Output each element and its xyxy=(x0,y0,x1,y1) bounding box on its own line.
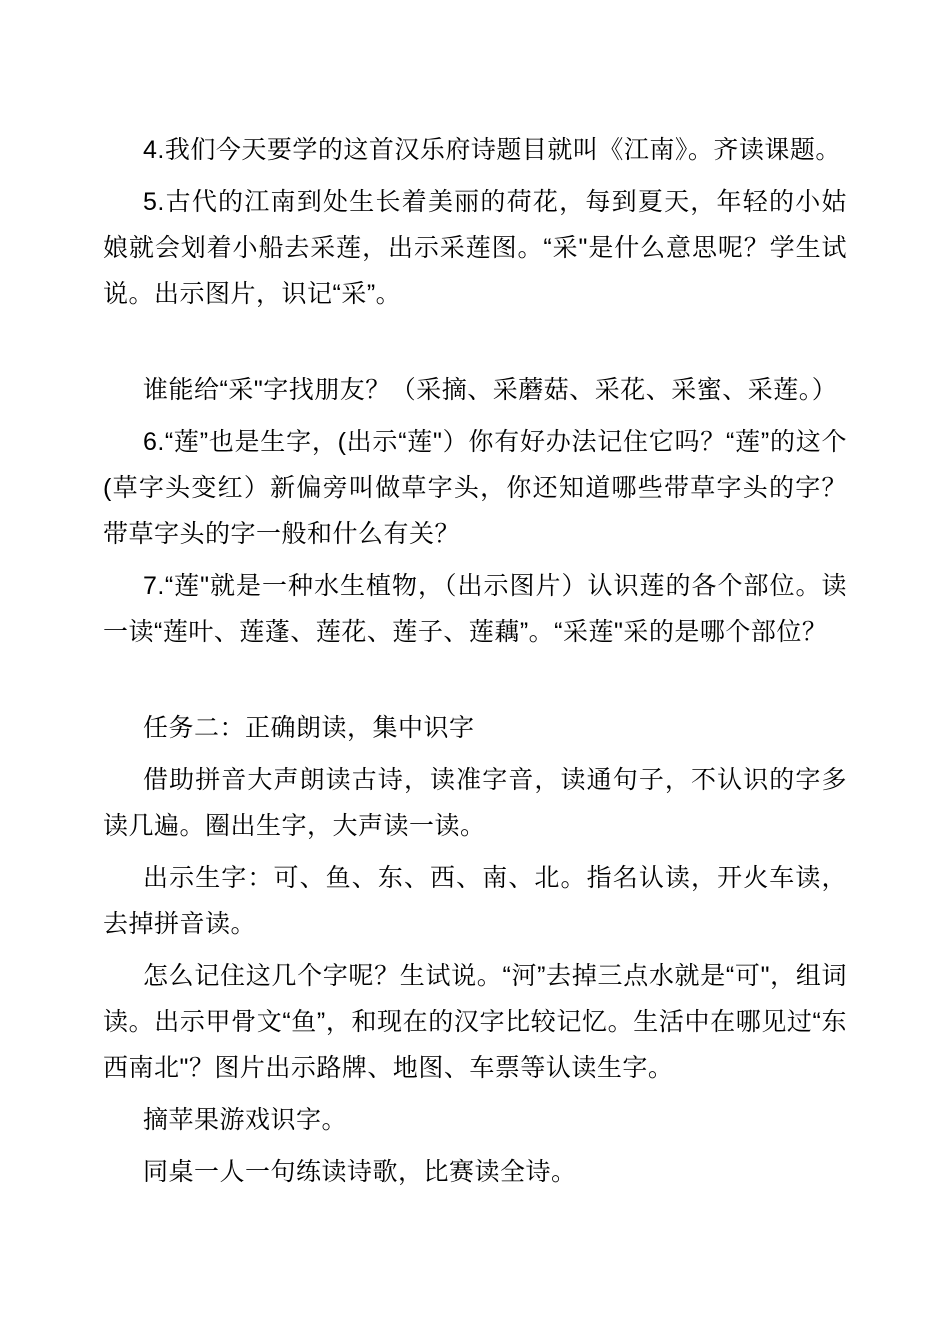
paragraph: 怎么记住这几个字呢？生试说。“河”去掉三点水就是“可"，组词读。出示甲骨文“鱼”，和现在的汉字比较记忆。生活中在哪见过“东西南北"？图片出示路牌、地图、车票等认读生字。 xyxy=(103,962,847,1082)
paragraph: 5.古代的江南到处生长着美丽的荷花，每到夏天，年轻的小姑娘就会划着小船去采莲，出示采莲图。“采"是什么意思呢？学生试说。出示图片，识记“采”。 xyxy=(103,188,847,308)
paragraph: 同桌一人一句练读诗歌，比赛读全诗。 xyxy=(143,1158,577,1186)
paragraph: 谁能给“采"字找朋友？（采摘、采蘑菇、采花、采蜜、采莲。） xyxy=(143,376,838,404)
paragraph: 摘苹果游戏识字。 xyxy=(143,1106,348,1134)
paragraph: 4.我们今天要学的这首汉乐府诗题目就叫《江南》。齐读课题。 xyxy=(143,136,841,164)
paragraph: 7.“莲"就是一种水生植物，（出示图片）认识莲的各个部位。读一读“莲叶、莲蓬、莲花、莲子、莲藕”。“采莲"采的是哪个部位？ xyxy=(103,572,847,646)
section-heading: 任务二：正确朗读，集中识字 xyxy=(143,714,475,742)
paragraph: 借助拼音大声朗读古诗，读准字音，读通句子，不认识的字多读几遍。圈出生字，大声读一读。 xyxy=(103,766,847,840)
paragraph: 6.“莲”也是生字，(出示“莲"）你有好办法记住它吗？“莲”的这个(草字头变红）新偏旁叫做草字头，你还知道哪些带草字头的字？带草字头的字一般和什么有关？ xyxy=(103,428,847,548)
paragraph: 出示生字：可、鱼、东、西、南、北。指名认读，开火车读，去掉拼音读。 xyxy=(103,864,847,938)
